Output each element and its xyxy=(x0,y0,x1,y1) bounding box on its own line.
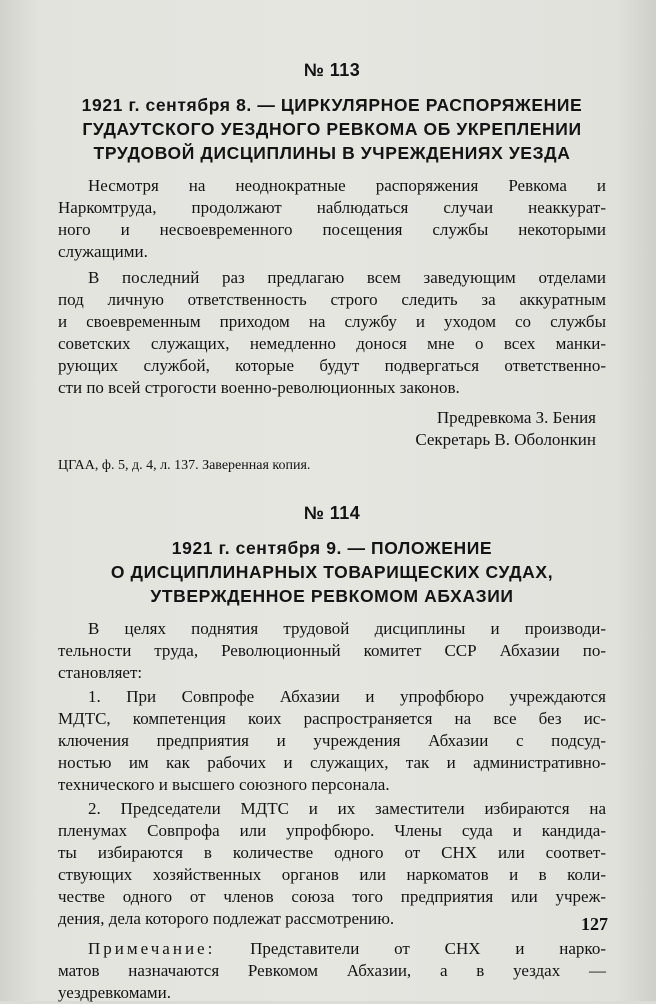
text-line: тельности труда, Революционный комитет ССР Абхазии по- xyxy=(58,641,606,660)
note-text: Представители от СНХ и нарко- xyxy=(250,939,606,958)
document-114-number: № 114 xyxy=(303,503,361,523)
text-line: технического и высшего союзного персонала. xyxy=(58,775,390,794)
text-line: В последний раз предлагаю всем заведующим отделами xyxy=(88,268,606,287)
text-line: МДТС, компетенция коих распространяется на все без ис- xyxy=(58,709,606,728)
document-113-source: ЦГАА, ф. 5, д. 4, л. 137. Заверенная копия. xyxy=(58,458,311,473)
document-114-heading xyxy=(58,536,606,608)
signature-secretary: Секретарь В. Оболонкин xyxy=(415,430,596,449)
heading-line: ТРУДОВОЙ ДИСЦИПЛИНЫ В УЧРЕЖДЕНИЯХ УЕЗДА xyxy=(93,143,571,163)
text-line xyxy=(58,938,606,960)
text-line: сти по всей строгости военно-революционных законов. xyxy=(58,378,460,397)
text-line: пленумах Совпрофа или упрофбюро. Члены суда и кандида- xyxy=(58,821,606,840)
note-label: Примечание: xyxy=(88,939,216,958)
text-line: под личную ответственность строго следить за аккуратным xyxy=(58,290,606,309)
page-number: 127 xyxy=(581,914,608,934)
text-line: служащими. xyxy=(58,242,148,261)
document-114-paragraph-2 xyxy=(58,686,606,796)
text-line: рующих службой, которые будут подвергаться ответственно- xyxy=(58,356,606,375)
text-line: уездревкомами. xyxy=(58,983,172,1002)
heading-line: О ДИСЦИПЛИНАРНЫХ ТОВАРИЩЕСКИХ СУДАХ, xyxy=(110,562,554,582)
document-114-paragraph-3 xyxy=(58,798,606,930)
text-line: и своевременным приходом на службу и уходом со службы xyxy=(58,312,606,331)
text-line: ностью им как рабочих и служащих, так и административно- xyxy=(58,753,606,772)
document-113-signatures xyxy=(58,407,606,451)
text-line: 1. При Совпрофе Абхазии и упрофбюро учреждаются xyxy=(88,687,606,706)
heading-line: 1921 г. сентября 8. — ЦИРКУЛЯРНОЕ РАСПОРЯЖЕНИЕ xyxy=(81,95,583,115)
text-line: ты избираются в количестве одного от СНХ или соответ- xyxy=(58,843,606,862)
text-line: матов назначаются Ревкомом Абхазии, а в уездах — xyxy=(58,961,606,980)
text-line: ствующих хозяйственных органов или наркоматов и в коли- xyxy=(58,865,606,884)
text-line: Наркомтруда, продолжают наблюдаться случаи неаккурат- xyxy=(58,198,606,217)
text-line: 2. Председатели МДТС и их заместители избираются на xyxy=(88,799,606,818)
text-line: советских служащих, немедленно донося мне о всех манки- xyxy=(58,334,606,353)
document-113-heading xyxy=(58,93,606,165)
text-line: дения, дела которого подлежат рассмотрению. xyxy=(58,909,395,928)
signature-chairman: Предревкома З. Бения xyxy=(436,408,596,427)
text-line: становляет: xyxy=(58,663,143,682)
heading-line: УТВЕРЖДЕННОЕ РЕВКОМОМ АБХАЗИИ xyxy=(150,586,514,606)
document-113-paragraph-1 xyxy=(58,175,606,263)
text-line: Несмотря на неоднократные распоряжения Ревкома и xyxy=(88,176,606,195)
document-113-paragraph-2 xyxy=(58,267,606,399)
document-114-note xyxy=(58,938,606,1004)
text-line: В целях поднятия трудовой дисциплины и производи- xyxy=(88,619,606,638)
text-line: ключения предприятия и учреждения Абхазии с подсуд- xyxy=(58,731,606,750)
heading-line: ГУДАУТСКОГО УЕЗДНОГО РЕВКОМА ОБ УКРЕПЛЕНИИ xyxy=(82,119,582,139)
text-line: честве одного от членов союза того предприятия или учреж- xyxy=(58,887,606,906)
heading-line: 1921 г. сентября 9. — ПОЛОЖЕНИЕ xyxy=(171,538,493,558)
text-line: ного и несвоевременного посещения службы некоторыми xyxy=(58,220,606,239)
document-113-number: № 113 xyxy=(303,60,361,80)
document-114-paragraph-1 xyxy=(58,618,606,684)
